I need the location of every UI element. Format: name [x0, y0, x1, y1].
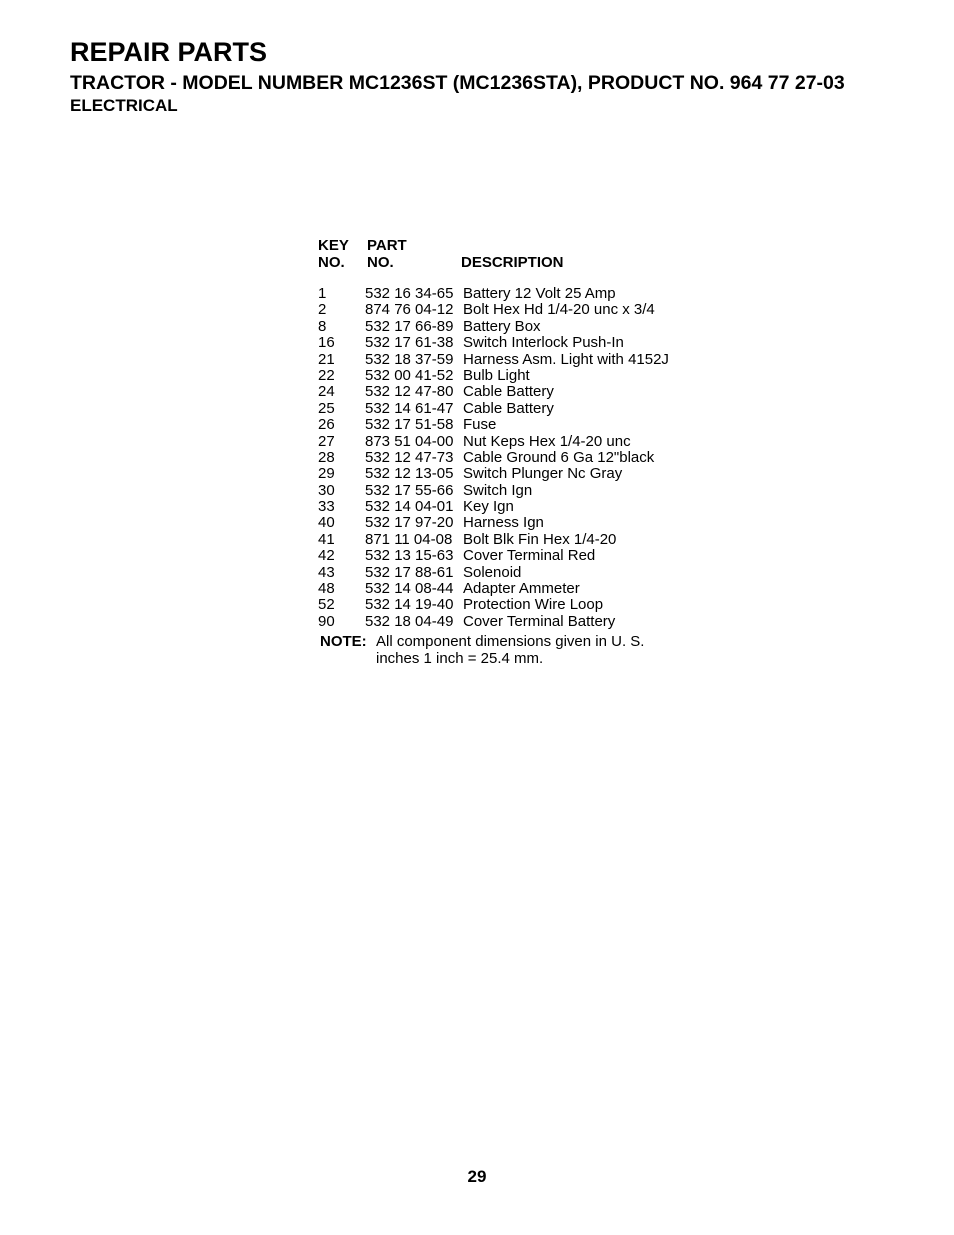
part-no: 532 12 47-80 [365, 383, 454, 401]
page-title: REPAIR PARTS [70, 37, 268, 67]
key-no: 29 [318, 465, 335, 483]
part-description: Switch Plunger Nc Gray [463, 465, 623, 483]
key-no: 25 [318, 399, 335, 417]
part-no: 532 12 13-05 [365, 465, 454, 483]
part-description: Fuse [463, 416, 497, 434]
key-no: 48 [318, 580, 335, 598]
header-key-line2: NO. [318, 254, 345, 271]
part-no: 532 18 04-49 [365, 612, 454, 630]
part-description: Harness Ign [463, 514, 544, 532]
part-description: Switch Interlock Push-In [463, 334, 624, 352]
key-no: 24 [318, 383, 335, 401]
part-description: Cable Battery [463, 383, 554, 401]
key-no: 43 [318, 563, 335, 581]
part-no: 532 17 51-58 [365, 416, 454, 434]
header-key-line1: KEY [318, 237, 349, 254]
part-no: 532 14 61-47 [365, 399, 454, 417]
part-description: Adapter Ammeter [463, 580, 580, 598]
part-no: 532 16 34-65 [365, 285, 454, 302]
key-no: 26 [318, 416, 335, 434]
part-no: 532 17 97-20 [365, 514, 454, 532]
part-description: Switch Ign [463, 481, 533, 499]
part-no: 873 51 04-00 [365, 432, 454, 450]
part-no: 532 17 61-38 [365, 334, 454, 352]
key-no: 1 [318, 285, 327, 302]
key-no: 16 [318, 334, 335, 352]
note-text: All component dimensions given in U. S. inches 1 inch = 25.4 mm. [376, 633, 645, 667]
key-no: 90 [318, 612, 335, 630]
part-description: Bolt Hex Hd 1/4-20 unc x 3/4 [463, 301, 655, 319]
part-no: 532 00 41-52 [365, 366, 454, 384]
header-description: DESCRIPTION [461, 254, 564, 271]
part-description: Protection Wire Loop [463, 596, 604, 614]
part-no: 532 17 88-61 [365, 563, 454, 581]
model-subtitle: TRACTOR - MODEL NUMBER MC1236ST (MC1236STA), PRODUCT NO. 964 77 27-03 [70, 72, 845, 94]
key-no: 52 [318, 596, 335, 614]
part-no: 532 12 47-73 [365, 448, 454, 466]
part-description: Solenoid [463, 563, 522, 581]
part-description: Cover Terminal Red [463, 547, 596, 565]
part-description: Harness Asm. Light with 4152J [463, 350, 669, 368]
page-number: 29 [467, 1167, 487, 1186]
part-no: 532 14 19-40 [365, 596, 454, 614]
part-description: Battery Box [463, 317, 541, 335]
part-no: 874 76 04-12 [365, 301, 454, 319]
header-part-line2: NO. [367, 254, 394, 271]
note-label: NOTE: [320, 633, 367, 651]
section-heading: ELECTRICAL [70, 96, 178, 115]
part-description: Bolt Blk Fin Hex 1/4-20 [463, 530, 617, 548]
part-no: 532 14 08-44 [365, 580, 454, 598]
part-description: Cover Terminal Battery [463, 612, 616, 630]
part-description: Bulb Light [463, 366, 530, 384]
key-no: 41 [318, 530, 335, 548]
key-no: 40 [318, 514, 335, 532]
part-no: 532 17 55-66 [365, 481, 454, 499]
key-no: 28 [318, 448, 335, 466]
key-no: 42 [318, 547, 335, 565]
part-description: Cable Ground 6 Ga 12"black [463, 448, 655, 466]
header-part-line1: PART [367, 237, 407, 254]
part-no: 532 13 15-63 [365, 547, 454, 565]
key-no: 30 [318, 481, 335, 499]
key-no: 21 [318, 350, 335, 368]
part-description: Nut Keps Hex 1/4-20 unc [463, 432, 631, 450]
key-no: 8 [318, 317, 327, 335]
part-description: Key Ign [463, 498, 514, 516]
key-no: 33 [318, 498, 335, 516]
part-no: 532 18 37-59 [365, 350, 454, 368]
part-description: Cable Battery [463, 399, 554, 417]
part-description: Battery 12 Volt 25 Amp [463, 285, 616, 302]
part-no: 532 17 66-89 [365, 317, 454, 335]
key-no: 2 [318, 301, 327, 319]
part-no: 871 11 04-08 [365, 530, 453, 548]
part-no: 532 14 04-01 [365, 498, 454, 516]
key-no: 27 [318, 432, 335, 450]
key-no: 22 [318, 366, 335, 384]
